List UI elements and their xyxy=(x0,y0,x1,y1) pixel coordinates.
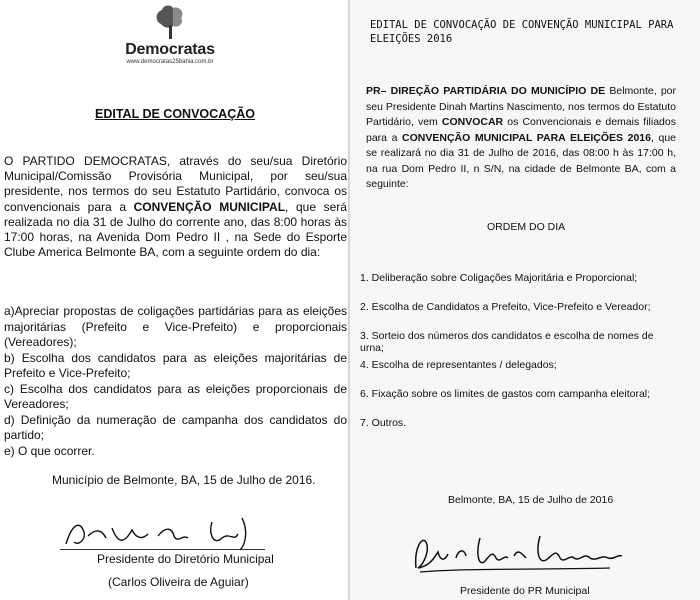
left-signer-name: (Carlos Oliveira de Aguiar) xyxy=(108,575,249,589)
democratas-logo xyxy=(120,4,220,65)
right-intro-lead: PR– DIREÇÃO PARTIDÁRIA DO MUNICÍPIO DE xyxy=(366,85,606,97)
list-item: a)Apreciar propostas de coligações partidárias para as eleições majoritárias (Prefeito e Vice-Prefeito) e proporcionais (Vereadores); xyxy=(4,304,347,349)
list-item: c) Escolha dos candidatos para as eleições proporcionais de Vereadores; xyxy=(4,381,347,411)
left-intro-bold: CONVENÇÃO MUNICIPAL xyxy=(133,199,286,214)
list-item: 7. Outros. xyxy=(360,417,407,429)
list-item: b) Escolha dos candidatos para as eleições majoritárias de Prefeito e Vice-Prefeito; xyxy=(4,350,347,380)
right-intro-text-c: , que se realizará no dia 31 de Julho de 2016, das 08:00 h às 17:00 h, na rua Dom Pedro II, n S/N, na cidade de Belmonte BA, com a seguinte: xyxy=(366,131,676,190)
right-title: EDITAL DE CONVOCAÇÃO DE CONVENÇÃO MUNICIPAL PARA ELEIÇÕES 2016 xyxy=(370,19,674,45)
right-intro-bold-1: CONVOCAR xyxy=(441,116,504,128)
right-agenda-list xyxy=(360,272,680,446)
logo-url: www.democratas25bahia.com.br xyxy=(126,59,214,65)
left-agenda-list xyxy=(4,304,347,459)
logo-name: Democratas xyxy=(125,41,215,58)
list-item: 4. Escolha de representantes / delegados; xyxy=(360,359,557,371)
left-place-date: Município de Belmonte, BA, 15 de Julho de 2016. xyxy=(52,473,316,487)
left-intro-paragraph xyxy=(4,154,347,260)
tree-icon xyxy=(153,4,187,40)
left-intro-text-a: O PARTIDO DEMOCRATAS, através do seu/sua Diretório Municipal/Comissão Provisória Municipal, por seu/sua presidente, nos termos do seu Estatuto Partidário, convoca os convencionais para a xyxy=(4,154,347,214)
right-ordem-heading: ORDEM DO DIA xyxy=(487,221,566,233)
right-intro-bold-2: CONVENÇÃO MUNICIPAL PARA ELEIÇÕES 2016 xyxy=(402,131,651,144)
left-intro-text-b: , que será realizada no dia 31 de Julho do corrente ano, das 8:00 horas às 17:00 horas, na Avenida Dom Pedro II , na Sede do Esporte Clube America Belmonte BA, com a seguinte ordem do dia: xyxy=(4,199,347,260)
left-signer-role: Presidente do Diretório Municipal xyxy=(97,552,274,566)
right-signature xyxy=(410,528,630,578)
left-signature-line xyxy=(60,549,265,550)
right-place-date: Belmonte, BA, 15 de Julho de 2016 xyxy=(448,494,614,506)
list-item: 3. Sorteio dos números dos candidatos e escolha de nomes de urna; xyxy=(360,330,654,354)
left-title: EDITAL DE CONVOCAÇÃO xyxy=(95,107,255,121)
list-item: 6. Fixação sobre os limites de gastos com campanha eleitoral; xyxy=(360,388,651,400)
right-intro-text-a: Belmonte, por seu Presidente Dinah Martins Nascimento, nos termos do Estatuto Partidário, vem xyxy=(366,85,676,128)
right-intro-paragraph xyxy=(366,84,676,193)
page-divider xyxy=(348,0,350,600)
list-item: d) Definição da numeração de campanha dos candidatos do partido; xyxy=(4,412,347,442)
right-signer-role: Presidente do PR Municipal xyxy=(460,585,590,597)
list-item: 2. Escolha de Candidatos a Prefeito, Vice-Prefeito e Vereador; xyxy=(360,301,651,313)
list-item: e) O que ocorrer. xyxy=(4,443,95,458)
right-intro-text-b: os Convencionais e demais filiados para a xyxy=(366,116,676,144)
list-item: 1. Deliberação sobre Coligações Majoritária e Proporcional; xyxy=(360,272,638,284)
left-signature xyxy=(62,514,262,554)
